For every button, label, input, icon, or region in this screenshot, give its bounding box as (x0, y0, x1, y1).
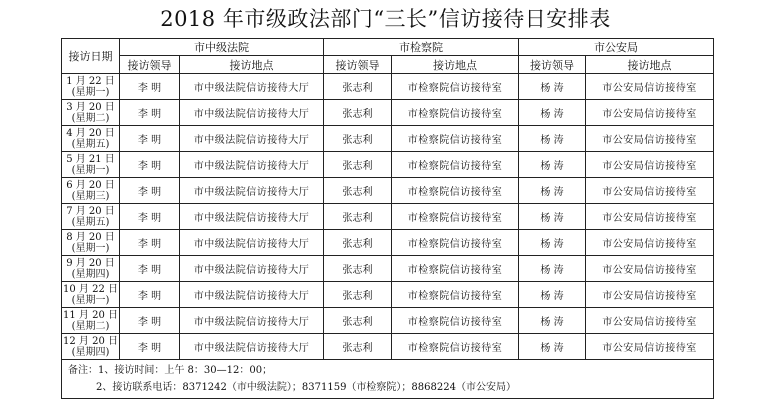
court-place-cell: 市中级法院信访接待大厅 (180, 282, 324, 308)
court-leader-cell: 李 明 (120, 100, 180, 126)
schedule-body (62, 74, 714, 360)
court-leader-cell: 李 明 (120, 230, 180, 256)
page-title: 2018 年市级政法部门“三长”信访接待日安排表 (160, 7, 611, 31)
date-text: 4 月 20 日 (66, 127, 115, 139)
police-place-cell: 市公安局信访接待室 (586, 334, 714, 360)
court-leader-cell: 李 明 (120, 178, 180, 204)
date-text: 10 月 22 日 (63, 283, 118, 295)
date-text: 7 月 20 日 (66, 205, 115, 217)
weekday-text: (星期二) (71, 112, 110, 124)
police-leader-cell: 杨 涛 (519, 334, 586, 360)
police-leader-header: 接访领导 (519, 56, 586, 74)
notes-line-2: 2、接访联系电话：8371242（市中级法院）；8371159（市检察院）；8868224（市公安局） (96, 382, 516, 393)
police-place-cell: 市公安局信访接待室 (586, 282, 714, 308)
date-column-header: 接访日期 (62, 39, 120, 74)
police-leader-cell: 杨 涛 (519, 282, 586, 308)
procuratorate-leader-cell: 张志利 (324, 152, 392, 178)
court-leader-cell: 李 明 (120, 334, 180, 360)
court-leader-header: 接访领导 (120, 56, 180, 74)
court-leader-cell: 李 明 (120, 204, 180, 230)
date-text: 3 月 20 日 (66, 101, 115, 113)
procuratorate-place-cell: 市检察院信访接待室 (392, 100, 519, 126)
police-place-cell: 市公安局信访接待室 (586, 74, 714, 100)
date-cell (62, 308, 120, 334)
date-cell (62, 230, 120, 256)
table-row (62, 282, 714, 308)
procuratorate-leader-cell: 张志利 (324, 230, 392, 256)
procuratorate-place-header: 接访地点 (392, 56, 519, 74)
court-place-cell: 市中级法院信访接待大厅 (180, 334, 324, 360)
police-leader-cell: 杨 涛 (519, 230, 586, 256)
procuratorate-leader-cell: 张志利 (324, 126, 392, 152)
weekday-text: (星期一) (71, 86, 110, 98)
police-leader-cell: 杨 涛 (519, 204, 586, 230)
court-leader-cell: 李 明 (120, 308, 180, 334)
weekday-text: (星期五) (71, 138, 110, 150)
schedule-table (61, 38, 714, 399)
procuratorate-place-cell: 市检察院信访接待室 (392, 178, 519, 204)
procuratorate-group-header: 市检察院 (324, 39, 519, 56)
police-place-cell: 市公安局信访接待室 (586, 230, 714, 256)
table-row (62, 74, 714, 100)
court-place-cell: 市中级法院信访接待大厅 (180, 256, 324, 282)
date-cell (62, 204, 120, 230)
procuratorate-leader-cell: 张志利 (324, 282, 392, 308)
procuratorate-place-cell: 市检察院信访接待室 (392, 334, 519, 360)
court-group-header: 市中级法院 (120, 39, 324, 56)
procuratorate-leader-cell: 张志利 (324, 178, 392, 204)
table-row (62, 152, 714, 178)
police-place-cell: 市公安局信访接待室 (586, 256, 714, 282)
police-leader-cell: 杨 涛 (519, 178, 586, 204)
date-text: 11 月 20 日 (63, 309, 118, 321)
procuratorate-leader-cell: 张志利 (324, 334, 392, 360)
procuratorate-leader-cell: 张志利 (324, 100, 392, 126)
court-place-cell: 市中级法院信访接待大厅 (180, 204, 324, 230)
weekday-text: (星期四) (71, 346, 110, 358)
weekday-text: (星期二) (71, 320, 110, 332)
court-leader-cell: 李 明 (120, 74, 180, 100)
procuratorate-place-cell: 市检察院信访接待室 (392, 204, 519, 230)
procuratorate-place-cell: 市检察院信访接待室 (392, 308, 519, 334)
date-cell (62, 100, 120, 126)
procuratorate-place-cell: 市检察院信访接待室 (392, 152, 519, 178)
procuratorate-leader-cell: 张志利 (324, 256, 392, 282)
police-place-cell: 市公安局信访接待室 (586, 100, 714, 126)
police-group-header: 市公安局 (519, 39, 714, 56)
court-place-cell: 市中级法院信访接待大厅 (180, 308, 324, 334)
weekday-text: (星期四) (71, 268, 110, 280)
date-cell (62, 178, 120, 204)
procuratorate-place-cell: 市检察院信访接待室 (392, 230, 519, 256)
table-row (62, 256, 714, 282)
court-place-header: 接访地点 (180, 56, 324, 74)
court-leader-cell: 李 明 (120, 282, 180, 308)
police-place-cell: 市公安局信访接待室 (586, 308, 714, 334)
date-cell (62, 282, 120, 308)
procuratorate-leader-cell: 张志利 (324, 308, 392, 334)
court-leader-cell: 李 明 (120, 152, 180, 178)
police-leader-cell: 杨 涛 (519, 308, 586, 334)
court-place-cell: 市中级法院信访接待大厅 (180, 74, 324, 100)
court-place-cell: 市中级法院信访接待大厅 (180, 178, 324, 204)
procuratorate-place-cell: 市检察院信访接待室 (392, 74, 519, 100)
police-place-cell: 市公安局信访接待室 (586, 178, 714, 204)
date-cell (62, 152, 120, 178)
weekday-text: (星期三) (71, 190, 110, 202)
procuratorate-leader-cell: 张志利 (324, 74, 392, 100)
table-row (62, 126, 714, 152)
weekday-text: (星期一) (71, 242, 110, 254)
procuratorate-leader-header: 接访领导 (324, 56, 392, 74)
court-place-cell: 市中级法院信访接待大厅 (180, 230, 324, 256)
procuratorate-leader-cell: 张志利 (324, 204, 392, 230)
court-place-cell: 市中级法院信访接待大厅 (180, 126, 324, 152)
table-row (62, 204, 714, 230)
police-leader-cell: 杨 涛 (519, 256, 586, 282)
date-text: 8 月 20 日 (66, 231, 115, 243)
procuratorate-place-cell: 市检察院信访接待室 (392, 256, 519, 282)
date-cell (62, 334, 120, 360)
table-row (62, 308, 714, 334)
procuratorate-place-cell: 市检察院信访接待室 (392, 126, 519, 152)
court-leader-cell: 李 明 (120, 256, 180, 282)
court-leader-cell: 李 明 (120, 126, 180, 152)
police-place-cell: 市公安局信访接待室 (586, 204, 714, 230)
weekday-text: (星期一) (71, 294, 110, 306)
date-cell (62, 126, 120, 152)
date-text: 9 月 20 日 (66, 257, 115, 269)
court-place-cell: 市中级法院信访接待大厅 (180, 100, 324, 126)
notes-cell (62, 360, 714, 399)
procuratorate-place-cell: 市检察院信访接待室 (392, 282, 519, 308)
weekday-text: (星期五) (71, 216, 110, 228)
notes-line-1: 备注：1、接访时间：上午 8：30—12：00； (68, 365, 273, 376)
table-row (62, 178, 714, 204)
weekday-text: (星期一) (71, 164, 110, 176)
court-place-cell: 市中级法院信访接待大厅 (180, 152, 324, 178)
police-leader-cell: 杨 涛 (519, 74, 586, 100)
date-cell (62, 256, 120, 282)
date-text: 6 月 20 日 (66, 179, 115, 191)
table-row (62, 334, 714, 360)
date-cell (62, 74, 120, 100)
police-place-cell: 市公安局信访接待室 (586, 126, 714, 152)
police-leader-cell: 杨 涛 (519, 126, 586, 152)
table-row (62, 100, 714, 126)
police-leader-cell: 杨 涛 (519, 100, 586, 126)
date-text: 1 月 22 日 (66, 75, 115, 87)
date-text: 12 月 20 日 (63, 335, 118, 347)
police-leader-cell: 杨 涛 (519, 152, 586, 178)
police-place-header: 接访地点 (586, 56, 714, 74)
police-place-cell: 市公安局信访接待室 (586, 152, 714, 178)
table-row (62, 230, 714, 256)
date-text: 5 月 21 日 (66, 153, 115, 165)
